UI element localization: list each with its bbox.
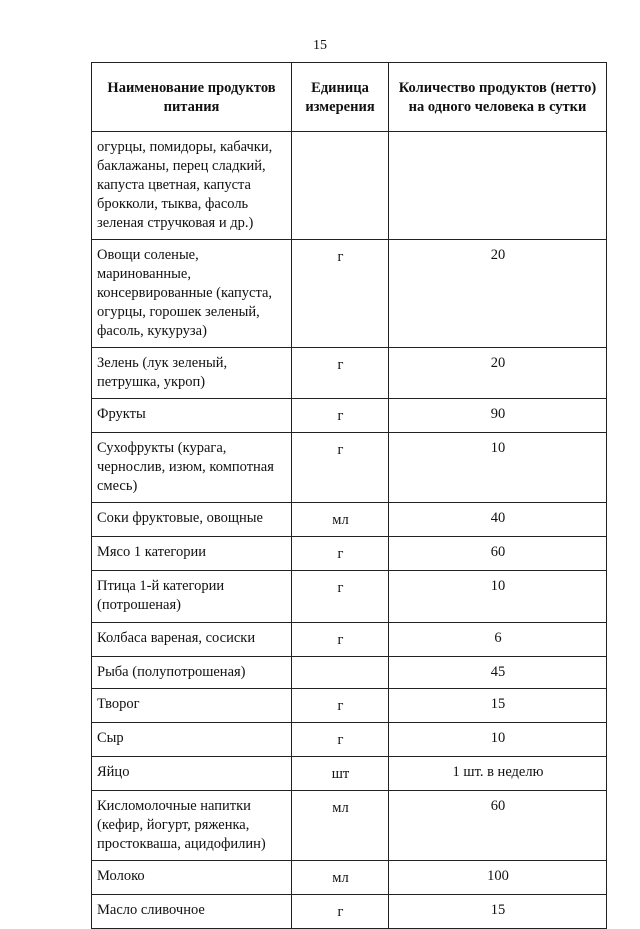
- table-row: [92, 791, 607, 861]
- product-name-cell: Сухофрукты (курага, чернослив, изюм, компотная смесь): [92, 433, 292, 503]
- unit-cell: г: [292, 571, 389, 623]
- unit-cell: г: [292, 723, 389, 757]
- product-name-cell: Рыба (полупотрошеная): [92, 657, 292, 689]
- unit-cell: мл: [292, 791, 389, 861]
- unit-cell: г: [292, 433, 389, 503]
- quantity-cell: 15: [389, 895, 607, 929]
- quantity-cell: 60: [389, 537, 607, 571]
- product-name-cell: Молоко: [92, 861, 292, 895]
- quantity-cell: 1 шт. в неделю: [389, 757, 607, 791]
- product-name-cell: Фрукты: [92, 399, 292, 433]
- product-name-cell: Соки фруктовые, овощные: [92, 503, 292, 537]
- quantity-cell: 90: [389, 399, 607, 433]
- product-name-cell: Творог: [92, 689, 292, 723]
- table-row: [92, 689, 607, 723]
- product-name-cell: Сыр: [92, 723, 292, 757]
- unit-cell: [292, 132, 389, 240]
- unit-cell: мл: [292, 861, 389, 895]
- header-product-name: Наименование продуктов питания: [92, 63, 292, 132]
- quantity-cell: 20: [389, 240, 607, 348]
- table-row: [92, 895, 607, 929]
- quantity-cell: 20: [389, 348, 607, 399]
- product-name-cell: Зелень (лук зеленый, петрушка, укроп): [92, 348, 292, 399]
- unit-cell: г: [292, 348, 389, 399]
- quantity-cell: 60: [389, 791, 607, 861]
- unit-cell: [292, 657, 389, 689]
- unit-cell: мл: [292, 503, 389, 537]
- product-name-cell: Овощи соленые, маринованные, консервированные (капуста, огурцы, горошек зеленый, фасоль, кукуруза): [92, 240, 292, 348]
- table-row: [92, 399, 607, 433]
- nutrition-norms-table: [91, 62, 607, 929]
- product-name-cell: Колбаса вареная, сосиски: [92, 623, 292, 657]
- table-row: [92, 723, 607, 757]
- quantity-cell: 15: [389, 689, 607, 723]
- table-row: [92, 433, 607, 503]
- table-row: [92, 757, 607, 791]
- quantity-cell: 10: [389, 571, 607, 623]
- unit-cell: г: [292, 623, 389, 657]
- unit-cell: г: [292, 537, 389, 571]
- table-row: [92, 623, 607, 657]
- unit-cell: г: [292, 895, 389, 929]
- quantity-cell: [389, 132, 607, 240]
- product-name-cell: Масло сливочное: [92, 895, 292, 929]
- header-quantity: Количество продуктов (нетто) на одного человека в сутки: [389, 63, 607, 132]
- unit-cell: г: [292, 399, 389, 433]
- table-row: [92, 861, 607, 895]
- table-row: [92, 132, 607, 240]
- unit-cell: шт: [292, 757, 389, 791]
- unit-cell: г: [292, 689, 389, 723]
- quantity-cell: 40: [389, 503, 607, 537]
- product-name-cell: Птица 1-й категории (потрошеная): [92, 571, 292, 623]
- quantity-cell: 6: [389, 623, 607, 657]
- unit-cell: г: [292, 240, 389, 348]
- quantity-cell: 10: [389, 433, 607, 503]
- header-unit: Единица измерения: [292, 63, 389, 132]
- table-row: [92, 348, 607, 399]
- product-name-cell: Яйцо: [92, 757, 292, 791]
- product-name-cell: огурцы, помидоры, кабачки, баклажаны, перец сладкий, капуста цветная, капуста брокколи, тыква, фасоль зеленая стручковая и др.): [92, 132, 292, 240]
- product-name-cell: Кисломолочные напитки (кефир, йогурт, ряженка, простокваша, ацидофилин): [92, 791, 292, 861]
- table-row: [92, 657, 607, 689]
- table-row: [92, 240, 607, 348]
- table-row: [92, 571, 607, 623]
- quantity-cell: 10: [389, 723, 607, 757]
- quantity-cell: 100: [389, 861, 607, 895]
- table-row: [92, 503, 607, 537]
- page-number: 15: [313, 38, 327, 53]
- table-row: [92, 537, 607, 571]
- quantity-cell: 45: [389, 657, 607, 689]
- table-header-row: [92, 63, 607, 132]
- product-name-cell: Мясо 1 категории: [92, 537, 292, 571]
